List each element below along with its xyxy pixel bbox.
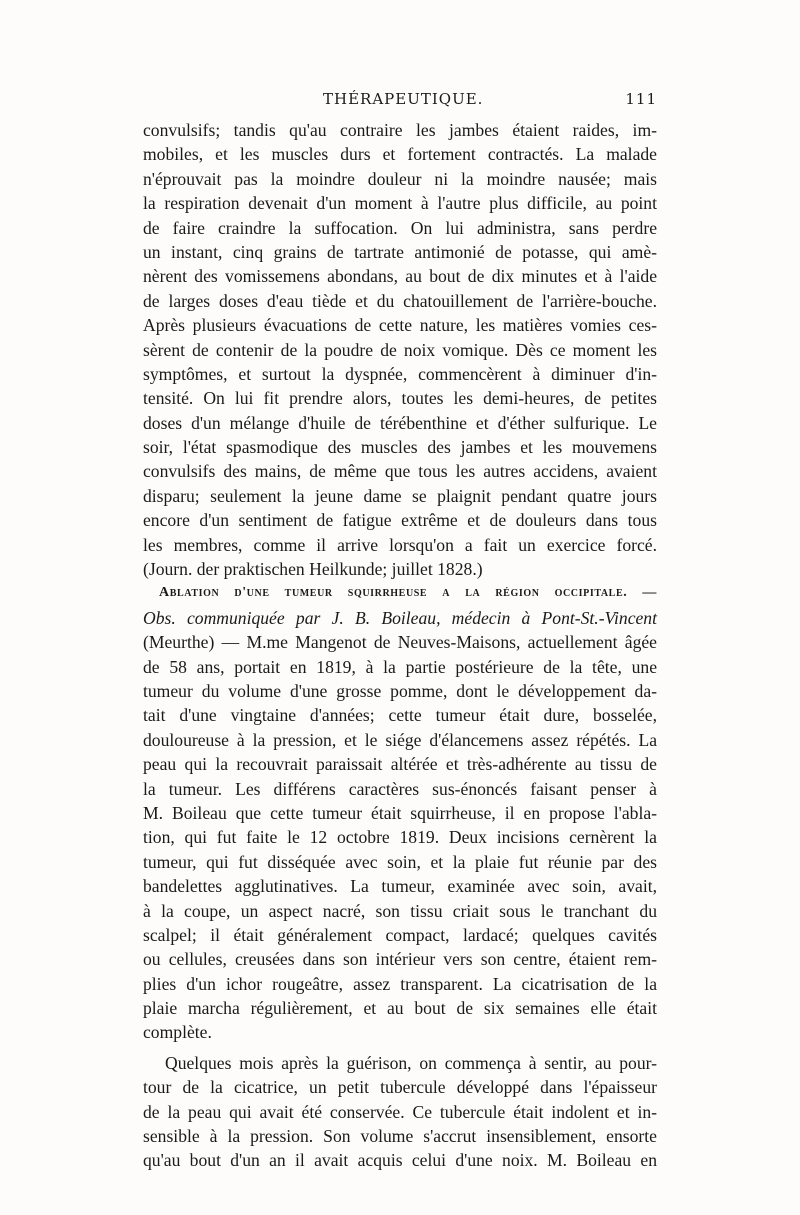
text-line: complète. bbox=[143, 1022, 212, 1043]
text-line: doses d'un mélange d'huile de térébenthine et d'éther sulfurique. Le bbox=[143, 412, 657, 433]
text-line: la tumeur. Les différens caractères sus-énoncés faisant penser à bbox=[143, 778, 657, 799]
text-line: qu'au bout d'un an il avait acquis celui d'une noix. M. Boileau en bbox=[143, 1150, 657, 1171]
page-number: 111 bbox=[625, 90, 657, 108]
text-line: symptômes, et surtout la dyspnée, commencèrent à diminuer d'in- bbox=[143, 363, 657, 384]
text-line: tour de la cicatrice, un petit tubercule développé dans l'épaisseur bbox=[143, 1077, 657, 1098]
text-line: bandelettes agglutinatives. La tumeur, examinée avec soin, avait, bbox=[143, 876, 657, 897]
text-line: encore d'un sentiment de fatigue extrême et de douleurs dans tous bbox=[143, 510, 657, 531]
text-line: de la peau qui avait été conservée. Ce tubercule était indolent et in- bbox=[143, 1101, 657, 1122]
text-line: Après plusieurs évacuations de cette nature, les matières vomies ces- bbox=[143, 315, 657, 336]
text-line: tion, qui fut faite le 12 octobre 1819. Deux incisions cernèrent la bbox=[143, 827, 657, 848]
text-line: à la coupe, un aspect nacré, son tissu criait sous le tranchant du bbox=[143, 900, 657, 921]
text-line: disparu; seulement la jeune dame se plaignit pendant quatre jours bbox=[143, 485, 657, 506]
text-line: plaie marcha régulièrement, et au bout de six semaines elle était bbox=[143, 998, 657, 1019]
text-line: sèrent de contenir de la poudre de noix vomique. Dès ce moment les bbox=[143, 339, 657, 360]
text-line: Quelques mois après la guérison, on commença à sentir, au pour- bbox=[165, 1052, 657, 1073]
section-heading: Ablation d'une tumeur squirrheuse a la région occipitale. — bbox=[159, 585, 657, 601]
text-line: un instant, cinq grains de tartrate antimonié de potasse, qui amè- bbox=[143, 241, 657, 262]
text-line: douloureuse à la pression, et le siége d'élancemens assez répétés. La bbox=[143, 729, 657, 750]
text-line: de faire craindre la suffocation. On lui administra, sans perdre bbox=[143, 217, 657, 238]
text-line: plies d'un ichor rougeâtre, assez transparent. La cicatrisation de la bbox=[143, 973, 657, 994]
text-line: tumeur du volume d'une grosse pomme, dont le développement da- bbox=[143, 680, 657, 701]
running-title: THÉRAPEUTIQUE. bbox=[323, 90, 484, 108]
text-line: M. Boileau que cette tumeur était squirrheuse, il en propose l'abla- bbox=[143, 802, 657, 823]
text-body bbox=[143, 118, 657, 1173]
text-line: mobiles, et les muscles durs et fortement contractés. La malade bbox=[143, 144, 657, 165]
citation-line: (Journ. der praktischen Heilkunde; juillet 1828.) bbox=[143, 559, 483, 580]
running-header bbox=[143, 90, 657, 112]
text-line: ou cellules, creusées dans son intérieur vers son centre, étaient rem- bbox=[143, 949, 657, 970]
text-line: peau qui la recouvrait paraissait altérée et très-adhérente au tissu de bbox=[143, 754, 657, 775]
text-line: scalpel; il était généralement compact, lardacé; quelques cavités bbox=[143, 924, 657, 945]
text-line: tensité. On lui fit prendre alors, toutes les demi-heures, de petites bbox=[143, 388, 657, 409]
text-line: de larges doses d'eau tiède et du chatouillement de l'arrière-bouche. bbox=[143, 290, 657, 311]
text-line: n'éprouvait pas la moindre douleur ni la moindre nausée; mais bbox=[143, 168, 657, 189]
text-line: tait d'une vingtaine d'années; cette tumeur était dure, bosselée, bbox=[143, 705, 657, 726]
observation-attribution: Obs. communiquée par J. B. Boileau, médecin à Pont-St.-Vincent bbox=[143, 607, 657, 628]
text-line: tumeur, qui fut disséquée avec soin, et la plaie fut réunie par des bbox=[143, 851, 657, 872]
text-line: convulsifs; tandis qu'au contraire les jambes étaient raides, im- bbox=[143, 120, 657, 140]
text-line: la respiration devenait d'un moment à l'autre plus difficile, au point bbox=[143, 193, 657, 214]
text-line: de 58 ans, portait en 1819, à la partie postérieure de la tête, une bbox=[143, 656, 657, 677]
text-line: convulsifs des mains, de même que tous les autres accidens, avaient bbox=[143, 461, 657, 482]
text-line: les membres, comme il arrive lorsqu'on a fait un exercice forcé. bbox=[143, 534, 657, 555]
text-line: sensible à la pression. Son volume s'accrut insensiblement, ensorte bbox=[143, 1126, 657, 1147]
text-line: nèrent des vomissemens abondans, au bout de dix minutes et à l'aide bbox=[143, 266, 657, 287]
text-line: (Meurthe) — M.me Mangenot de Neuves-Maisons, actuellement âgée bbox=[143, 632, 657, 653]
text-line: soir, l'état spasmodique des muscles des jambes et les mouvemens bbox=[143, 437, 657, 458]
